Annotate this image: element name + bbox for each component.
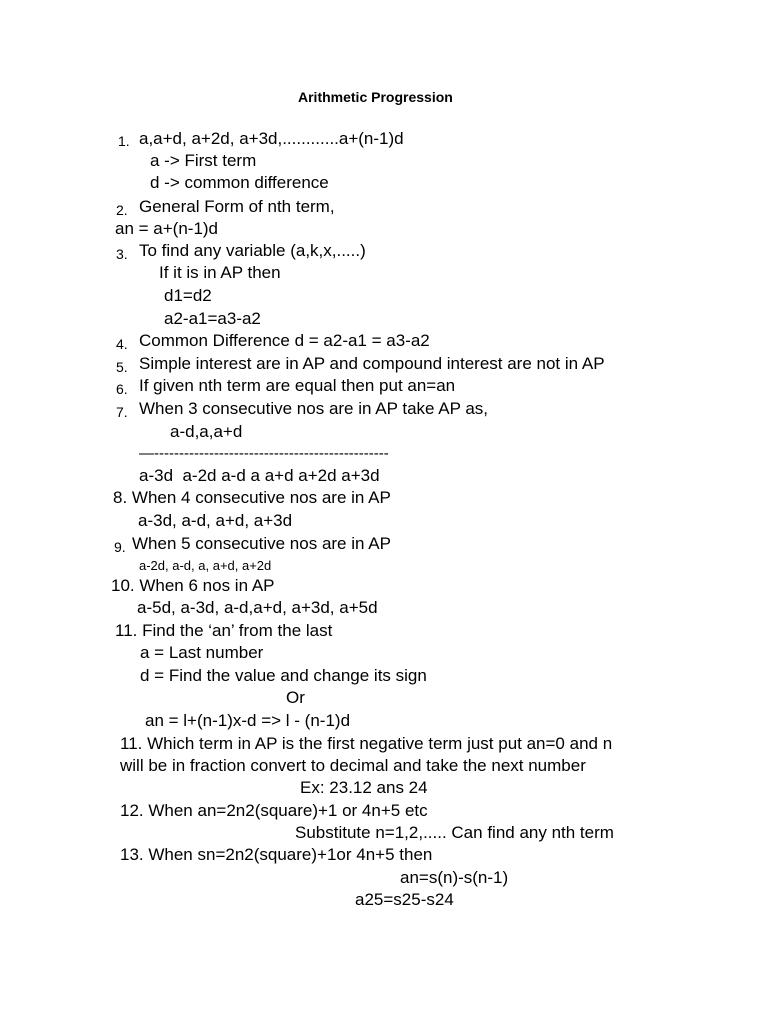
item-number: 2.	[116, 202, 128, 218]
list-item: Simple interest are in AP and compound interest are not in AP	[139, 354, 605, 373]
list-item: a-3d a-2d a-d a a+d a+2d a+3d	[139, 466, 380, 485]
item-number: 3.	[116, 246, 128, 262]
item-number: 7.	[116, 404, 128, 420]
list-item: a2-a1=a3-a2	[164, 309, 261, 328]
list-item: a,a+d, a+2d, a+3d,............a+(n-1)d	[139, 129, 404, 148]
item-number: 9.	[114, 539, 126, 555]
list-item: 11. Which term in AP is the first negative term just put an=0 and n	[120, 734, 613, 753]
list-item: 12. When an=2n2(square)+1 or 4n+5 etc	[120, 801, 428, 820]
list-item: If it is in AP then	[159, 263, 281, 282]
list-item: a-5d, a-3d, a-d,a+d, a+3d, a+5d	[137, 598, 378, 617]
list-item: To find any variable (a,k,x,.....)	[139, 241, 366, 260]
list-item: a = Last number	[140, 643, 264, 662]
list-item: an = l+(n-1)x-d => l - (n-1)d	[145, 711, 351, 730]
list-item: a-3d, a-d, a+d, a+3d	[138, 511, 293, 530]
list-item: 8. When 4 consecutive nos are in AP	[113, 488, 391, 507]
list-item: will be in fraction convert to decimal and take the next number	[120, 756, 586, 775]
list-item: When 5 consecutive nos are in AP	[132, 534, 391, 553]
list-item: d1=d2	[164, 286, 212, 305]
item-number: 1.	[118, 133, 130, 149]
list-item: Or	[286, 688, 305, 707]
list-item: When 3 consecutive nos are in AP take AP as,	[139, 399, 489, 418]
list-item: a-2d, a-d, a, a+d, a+2d	[139, 558, 272, 573]
page-title: Arithmetic Progression	[298, 89, 453, 105]
item-number: 6.	[116, 381, 128, 397]
item-number: 4.	[116, 336, 128, 352]
list-item: 11. Find the ‘an’ from the last	[115, 621, 333, 640]
list-item: Ex: 23.12 ans 24	[300, 778, 428, 797]
list-item: an = a+(n-1)d	[115, 219, 219, 238]
list-item: d = Find the value and change its sign	[140, 666, 427, 685]
list-item: an=s(n)-s(n-1)	[400, 868, 509, 887]
list-item: If given nth term are equal then put an=an	[139, 376, 456, 395]
divider-line: —-----------------------------------------------	[139, 445, 389, 462]
list-item: 13. When sn=2n2(square)+1or 4n+5 then	[120, 845, 433, 864]
list-item: Substitute n=1,2,..... Can find any nth term	[295, 823, 614, 842]
list-item: a25=s25-s24	[355, 890, 454, 909]
item-number: 5.	[116, 359, 128, 375]
list-item: a-d,a,a+d	[170, 422, 243, 441]
list-item: Common Difference d = a2-a1 = a3-a2	[139, 331, 430, 350]
list-item: General Form of nth term,	[139, 197, 335, 216]
list-item: 10. When 6 nos in AP	[111, 576, 275, 595]
list-item: d -> common difference	[150, 173, 329, 192]
list-item: a -> First term	[150, 151, 257, 170]
